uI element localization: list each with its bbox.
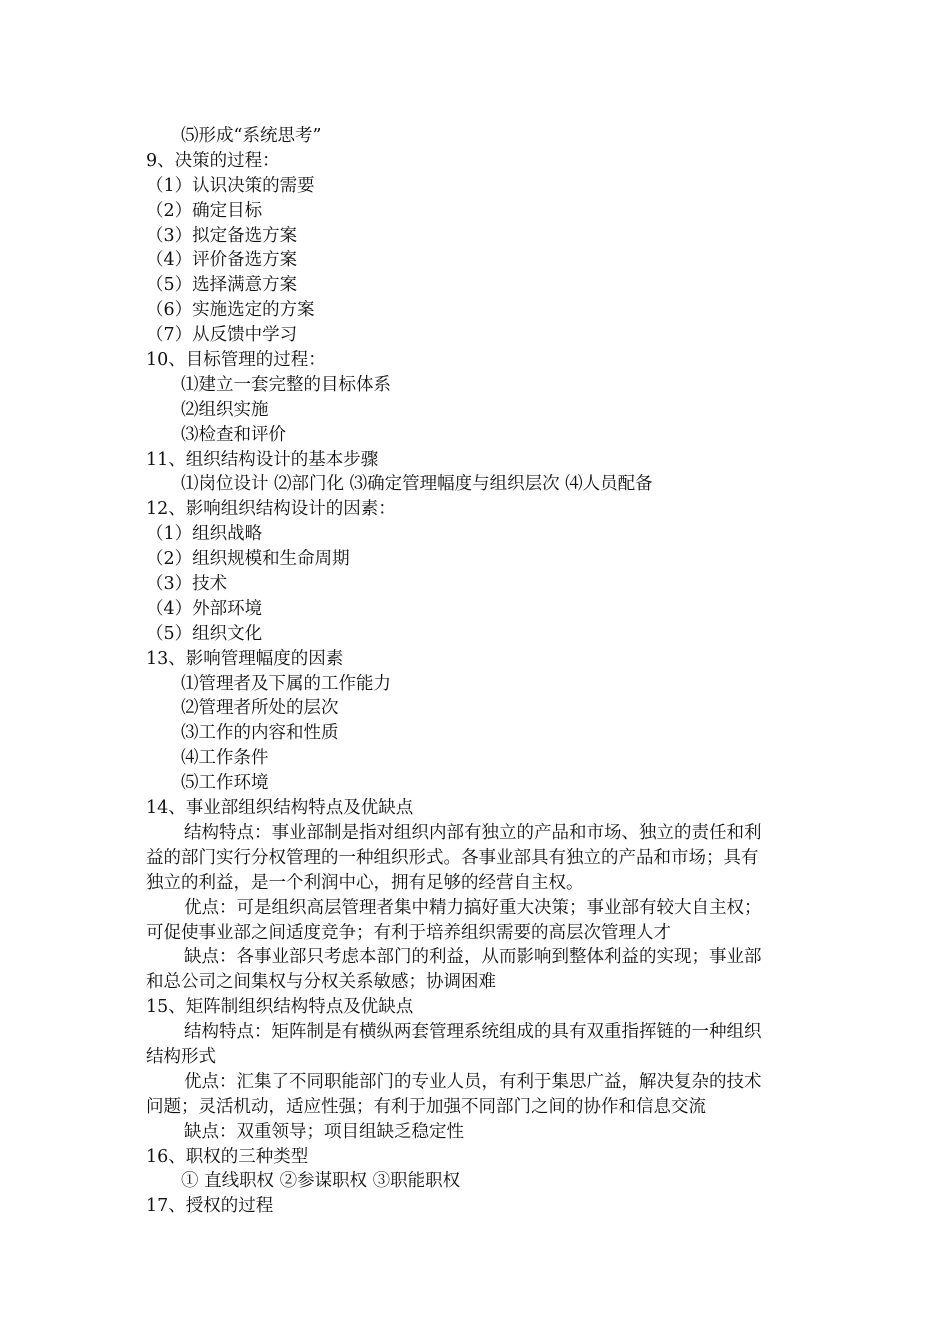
paragraph-line: 结构特点：矩阵制是有横纵两套管理系统组成的具有双重指挥链的一种组织 bbox=[184, 1022, 762, 1043]
list-item: （1）组织战略 bbox=[146, 524, 263, 545]
list-item: （2）组织规模和生命周期 bbox=[146, 549, 350, 570]
list-item: ① 直线职权 ②参谋职权 ③职能职权 bbox=[181, 1171, 461, 1192]
heading-11: 11、组织结构设计的基本步骤 bbox=[146, 449, 379, 470]
heading-12: 12、影响组织结构设计的因素： bbox=[146, 499, 396, 520]
list-item: （3）拟定备选方案 bbox=[146, 225, 298, 246]
heading-15: 15、矩阵制组织结构特点及优缺点 bbox=[146, 997, 414, 1018]
paragraph-line: 结构特点：事业部制是指对组织内部有独立的产品和市场、独立的责任和利 bbox=[184, 822, 762, 843]
paragraph-line: 和总公司之间集权与分权关系敏感；协调困难 bbox=[146, 972, 496, 993]
paragraph-line: 问题；灵活机动，适应性强；有利于加强不同部门之间的协作和信息交流 bbox=[146, 1096, 706, 1117]
list-item: （4）评价备选方案 bbox=[146, 250, 298, 271]
list-item: ⑷工作条件 bbox=[181, 748, 269, 769]
list-item: （5）组织文化 bbox=[146, 623, 263, 644]
paragraph-line: 可促使事业部之间适度竞争；有利于培养组织需要的高层次管理人才 bbox=[146, 922, 671, 943]
list-item: ⑵管理者所处的层次 bbox=[181, 698, 339, 719]
list-item: ⑶检查和评价 bbox=[181, 424, 286, 445]
heading-13: 13、影响管理幅度的因素 bbox=[146, 648, 344, 669]
paragraph-line: 益的部门实行分权管理的一种组织形式。各事业部具有独立的产品和市场；具有 bbox=[146, 847, 759, 868]
list-item: （7）从反馈中学习 bbox=[146, 325, 298, 346]
heading-9: 9、决策的过程： bbox=[146, 150, 280, 171]
heading-16: 16、职权的三种类型 bbox=[146, 1146, 309, 1167]
list-item: ⑴岗位设计 ⑵部门化 ⑶确定管理幅度与组织层次 ⑷人员配备 bbox=[181, 474, 653, 495]
heading-17: 17、授权的过程 bbox=[146, 1196, 274, 1217]
list-item: ⑴建立一套完整的目标体系 bbox=[181, 374, 391, 395]
list-item: （4）外部环境 bbox=[146, 598, 263, 619]
list-item: ⑵组织实施 bbox=[181, 399, 269, 420]
document-page bbox=[146, 124, 810, 1219]
list-item: （1）认识决策的需要 bbox=[146, 175, 315, 196]
list-item: （3）技术 bbox=[146, 574, 228, 595]
heading-14: 14、事业部组织结构特点及优缺点 bbox=[146, 798, 414, 819]
paragraph-line: 独立的利益，是一个利润中心，拥有足够的经营自主权。 bbox=[146, 872, 584, 893]
paragraph-line: 缺点：双重领导；项目组缺乏稳定性 bbox=[184, 1121, 464, 1142]
paragraph-line: 缺点：各事业部只考虑本部门的利益，从而影响到整体利益的实现；事业部 bbox=[184, 947, 762, 968]
list-item: （5）选择满意方案 bbox=[146, 275, 298, 296]
paragraph-line: 优点：可是组织高层管理者集中精力搞好重大决策；事业部有较大自主权； bbox=[184, 897, 762, 918]
list-item: ⑸工作环境 bbox=[181, 773, 269, 794]
paragraph-line: 结构形式 bbox=[146, 1046, 216, 1067]
list-item: ⑴管理者及下属的工作能力 bbox=[181, 673, 391, 694]
list-item: ⑶工作的内容和性质 bbox=[181, 723, 339, 744]
list-item: （2）确定目标 bbox=[146, 200, 263, 221]
paragraph-line: 优点：汇集了不同职能部门的专业人员，有利于集思广益，解决复杂的技术 bbox=[184, 1071, 762, 1092]
text-line: ⑸形成“系统思考” bbox=[181, 126, 322, 146]
list-item: （6）实施选定的方案 bbox=[146, 300, 315, 321]
heading-10: 10、目标管理的过程： bbox=[146, 350, 326, 371]
